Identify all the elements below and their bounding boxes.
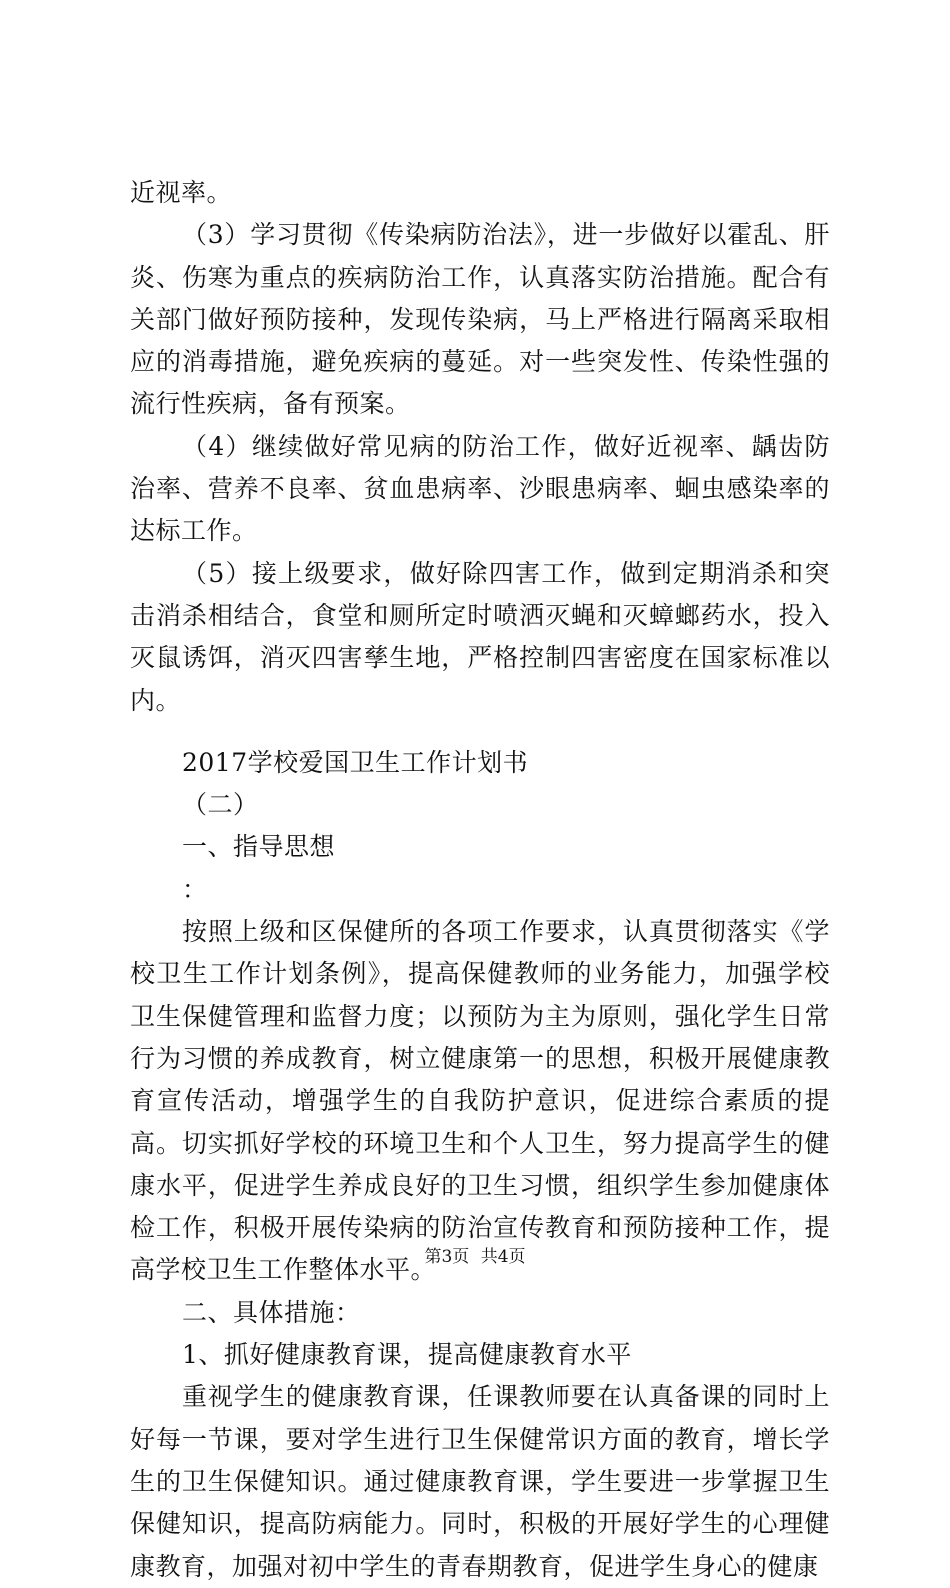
paragraph: （3）学习贯彻《传染病防治法》，进一步做好以霍乱、肝炎、伤寒为重点的疾病防治工作，认真落实防治措施。配合有关部门做好预防接种，发现传染病，马上严格进行隔离采取相应的消毒措施，避免疾病的蔓延。对一些突发性、传染性强的流行性疾病，备有预案。: [130, 220, 830, 419]
paragraph: （4）继续做好常见病的防治工作，做好近视率、龋齿防治率、营养不良率、贫血患病率、沙眼患病率、蛔虫感染率的达标工作。: [130, 431, 830, 546]
section-subtitle: （二）: [182, 790, 259, 820]
paragraph-measures: 重视学生的健康教育课，任课教师要在认真备课的同时上好每一节课，要对学生进行卫生保健常识方面的教育，增长学生的卫生保健知识。通过健康教育课，学生要进一步掌握卫生保健知识，提高防病能力。同时，积极的开展好学生的心理健康教育，加强对初中学生的青春期教育，促进学生身心的健康: [130, 1382, 830, 1581]
heading-guiding-thought: 一、指导思想: [182, 832, 336, 862]
paragraph: 近视率。: [130, 178, 233, 207]
paragraph: （5）接上级要求，做好除四害工作，做到定期消杀和突击消杀相结合，食堂和厕所定时喷洒灭蝇和灭蟑螂药水，投入灭鼠诱饵，消灭四害孳生地，严格控制四害密度在国家标准以内。: [130, 558, 830, 715]
paragraph-guiding-thought: 按照上级和区保健所的各项工作要求，认真贯彻落实《学校卫生工作计划条例》，提高保健教师的业务能力，加强学校卫生保健管理和监督力度；以预防为主为原则，强化学生日常行为习惯的养成教育，树立健康第一的思想，积极开展健康教育宣传活动，增强学生的自我防护意识，促进综合素质的提高。切实抓好学校的环境卫生和个人卫生，努力提高学生的健康水平，促进学生养成良好的卫生习惯，组织学生参加健康体检工作，积极开展传染病的防治宣传教育和预防接种工作，提高学校卫生工作整体水平。: [130, 917, 830, 1285]
page-footer: [0, 1242, 950, 1267]
heading-health-class: 1、抓好健康教育课，提高健康教育水平: [182, 1340, 632, 1370]
page-total: 共4页: [480, 1247, 526, 1267]
section-title: 2017学校爱国卫生工作计划书: [182, 747, 529, 777]
heading-measures: 二、具体措施：: [182, 1297, 361, 1327]
document-body: [130, 172, 830, 1588]
spacer: [130, 722, 830, 742]
colon-line: ：: [182, 874, 208, 904]
page-number: 第3页: [424, 1247, 470, 1267]
